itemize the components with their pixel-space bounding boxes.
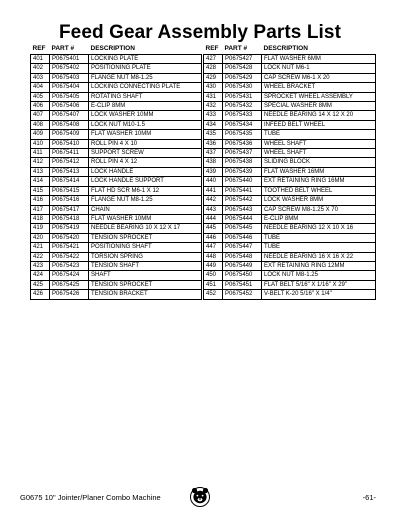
description-cell: NEEDLE BEARING 12 X 10 X 16 bbox=[262, 224, 376, 233]
part-number-cell: P0675406 bbox=[50, 102, 89, 111]
ref-cell: 433 bbox=[204, 111, 223, 120]
table-row bbox=[204, 280, 376, 289]
ref-cell: 403 bbox=[31, 73, 50, 82]
parts-table-right-body bbox=[204, 55, 376, 300]
part-number-cell: P0675412 bbox=[50, 158, 89, 167]
part-number-cell: P0675442 bbox=[223, 196, 262, 205]
ref-cell: 422 bbox=[31, 252, 50, 261]
table-row bbox=[31, 73, 202, 82]
table-row bbox=[204, 83, 376, 92]
description-cell: LOCK WASHER 8MM bbox=[262, 196, 376, 205]
ref-cell: 434 bbox=[204, 120, 223, 129]
description-cell: TENSION SPROCKET bbox=[89, 280, 202, 289]
description-cell: TOOTHED BELT WHEEL bbox=[262, 186, 376, 195]
description-cell: LOCK HANDLE SUPPORT bbox=[89, 177, 202, 186]
part-number-cell: P0675405 bbox=[50, 92, 89, 101]
table-row bbox=[204, 186, 376, 195]
bear-logo-icon bbox=[189, 485, 211, 507]
part-number-cell: P0675439 bbox=[223, 167, 262, 176]
description-cell: CAP SCREW M8-1.25 X 70 bbox=[262, 205, 376, 214]
description-cell: EXT RETAINING RING 12MM bbox=[262, 261, 376, 270]
description-cell: FLAT WASHER 6MM bbox=[262, 55, 376, 64]
table-row bbox=[31, 290, 202, 299]
part-number-cell: P0675420 bbox=[50, 233, 89, 242]
description-cell: CAP SCREW M6-1 X 20 bbox=[262, 73, 376, 82]
part-number-cell: P0675431 bbox=[223, 92, 262, 101]
description-cell: WHEEL SHAFT bbox=[262, 139, 376, 148]
table-row bbox=[204, 214, 376, 223]
table-row bbox=[31, 55, 202, 64]
table-row bbox=[31, 92, 202, 101]
parts-table-right bbox=[203, 44, 376, 300]
part-number-cell: P0675419 bbox=[50, 224, 89, 233]
footer-model-name: G0675 10" Jointer/Planer Combo Machine bbox=[20, 493, 161, 502]
description-cell: NEEDLE BEARING 16 X 16 X 22 bbox=[262, 252, 376, 261]
part-number-cell: P0675452 bbox=[223, 290, 262, 299]
table-row bbox=[204, 149, 376, 158]
table-row bbox=[31, 271, 202, 280]
table-row bbox=[31, 64, 202, 73]
description-cell: LOCK NUT M6-1 bbox=[262, 64, 376, 73]
header-ref: REF bbox=[32, 45, 46, 52]
table-row bbox=[31, 224, 202, 233]
table-row bbox=[204, 130, 376, 139]
table-header-row bbox=[204, 44, 376, 55]
ref-cell: 448 bbox=[204, 252, 223, 261]
table-row bbox=[31, 167, 202, 176]
table-row bbox=[204, 196, 376, 205]
header-part-number: PART # bbox=[224, 45, 248, 52]
table-row bbox=[204, 64, 376, 73]
table-header-row bbox=[31, 44, 202, 55]
parts-table-left bbox=[30, 44, 202, 300]
ref-cell: 452 bbox=[204, 290, 223, 299]
description-cell: E-CLIP 8MM bbox=[89, 102, 202, 111]
table-row bbox=[31, 261, 202, 270]
ref-cell: 407 bbox=[31, 111, 50, 120]
table-row bbox=[31, 139, 202, 148]
table-row bbox=[204, 243, 376, 252]
ref-cell: 425 bbox=[31, 280, 50, 289]
description-cell: NEEDLE BEARING 10 X 12 X 17 bbox=[89, 224, 202, 233]
ref-cell: 447 bbox=[204, 243, 223, 252]
table-row bbox=[204, 252, 376, 261]
part-number-cell: P0675432 bbox=[223, 102, 262, 111]
ref-cell: 423 bbox=[31, 261, 50, 270]
header-part-number: PART # bbox=[51, 45, 75, 52]
description-cell: FLAT WASHER 10MM bbox=[89, 214, 202, 223]
ref-cell: 449 bbox=[204, 261, 223, 270]
ref-cell: 431 bbox=[204, 92, 223, 101]
ref-cell: 435 bbox=[204, 130, 223, 139]
part-number-cell: P0675451 bbox=[223, 280, 262, 289]
part-number-cell: P0675408 bbox=[50, 120, 89, 129]
ref-cell: 427 bbox=[204, 55, 223, 64]
table-row bbox=[31, 186, 202, 195]
table-row bbox=[204, 271, 376, 280]
page-title: Feed Gear Assembly Parts List bbox=[58, 22, 342, 43]
description-cell: TORSION SPRING bbox=[89, 252, 202, 261]
ref-cell: 450 bbox=[204, 271, 223, 280]
ref-cell: 424 bbox=[31, 271, 50, 280]
ref-cell: 443 bbox=[204, 205, 223, 214]
description-cell: LOCKING CONNECTING PLATE bbox=[89, 83, 202, 92]
ref-cell: 444 bbox=[204, 214, 223, 223]
description-cell: LOCKING PLATE bbox=[89, 55, 202, 64]
part-number-cell: P0675417 bbox=[50, 205, 89, 214]
ref-cell: 412 bbox=[31, 158, 50, 167]
part-number-cell: P0675416 bbox=[50, 196, 89, 205]
ref-cell: 416 bbox=[31, 196, 50, 205]
table-row bbox=[204, 158, 376, 167]
part-number-cell: P0675401 bbox=[50, 55, 89, 64]
description-cell: FLANGE NUT M8-1.25 bbox=[89, 196, 202, 205]
table-row bbox=[31, 130, 202, 139]
description-cell: ROLL PIN 4 X 12 bbox=[89, 158, 202, 167]
description-cell: TUBE bbox=[262, 243, 376, 252]
description-cell: WHEEL BRACKET bbox=[262, 83, 376, 92]
description-cell: ROTATING SHAFT bbox=[89, 92, 202, 101]
ref-cell: 414 bbox=[31, 177, 50, 186]
ref-cell: 445 bbox=[204, 224, 223, 233]
part-number-cell: P0675421 bbox=[50, 243, 89, 252]
description-cell: LOCK WASHER 10MM bbox=[89, 111, 202, 120]
description-cell: EXT RETAINING RING 16MM bbox=[262, 177, 376, 186]
ref-cell: 437 bbox=[204, 149, 223, 158]
parts-table-left-body bbox=[31, 55, 202, 300]
ref-cell: 429 bbox=[204, 73, 223, 82]
ref-cell: 438 bbox=[204, 158, 223, 167]
part-number-cell: P0675446 bbox=[223, 233, 262, 242]
ref-cell: 402 bbox=[31, 64, 50, 73]
part-number-cell: P0675402 bbox=[50, 64, 89, 73]
description-cell: SPECIAL WASHER 8MM bbox=[262, 102, 376, 111]
header-description: DESCRIPTION bbox=[90, 45, 135, 52]
ref-cell: 418 bbox=[31, 214, 50, 223]
table-row bbox=[204, 92, 376, 101]
ref-cell: 421 bbox=[31, 243, 50, 252]
table-row bbox=[31, 149, 202, 158]
table-row bbox=[204, 233, 376, 242]
table-row bbox=[204, 111, 376, 120]
ref-cell: 419 bbox=[31, 224, 50, 233]
table-row bbox=[31, 158, 202, 167]
part-number-cell: P0675415 bbox=[50, 186, 89, 195]
ref-cell: 436 bbox=[204, 139, 223, 148]
description-cell: TENSION SPROCKET bbox=[89, 233, 202, 242]
part-number-cell: P0675443 bbox=[223, 205, 262, 214]
table-row bbox=[31, 214, 202, 223]
description-cell: SLIDING BLOCK bbox=[262, 158, 376, 167]
part-number-cell: P0675409 bbox=[50, 130, 89, 139]
description-cell: LOCK NUT M8-1.25 bbox=[262, 271, 376, 280]
description-cell: SPROCKET WHEEL ASSEMBLY bbox=[262, 92, 376, 101]
ref-cell: 428 bbox=[204, 64, 223, 73]
description-cell: POSITIONING SHAFT bbox=[89, 243, 202, 252]
ref-cell: 401 bbox=[31, 55, 50, 64]
table-row bbox=[204, 120, 376, 129]
part-number-cell: P0675404 bbox=[50, 83, 89, 92]
part-number-cell: P0675430 bbox=[223, 83, 262, 92]
ref-cell: 410 bbox=[31, 139, 50, 148]
part-number-cell: P0675428 bbox=[223, 64, 262, 73]
table-row bbox=[31, 177, 202, 186]
part-number-cell: P0675418 bbox=[50, 214, 89, 223]
description-cell: WHEEL SHAFT bbox=[262, 149, 376, 158]
table-row bbox=[204, 102, 376, 111]
table-row bbox=[31, 252, 202, 261]
part-number-cell: P0675437 bbox=[223, 149, 262, 158]
ref-cell: 441 bbox=[204, 186, 223, 195]
table-row bbox=[31, 83, 202, 92]
description-cell: LOCK NUT M10-1.5 bbox=[89, 120, 202, 129]
ref-cell: 432 bbox=[204, 102, 223, 111]
ref-cell: 420 bbox=[31, 233, 50, 242]
table-row bbox=[204, 290, 376, 299]
part-number-cell: P0675414 bbox=[50, 177, 89, 186]
description-cell: FLAT WASHER 10MM bbox=[89, 130, 202, 139]
description-cell: FLAT HD SCR M6-1 X 12 bbox=[89, 186, 202, 195]
description-cell: CHAIN bbox=[89, 205, 202, 214]
description-cell: FLAT BELT 5/16" X 1/16" X 29" bbox=[262, 280, 376, 289]
page-number: -61- bbox=[362, 493, 376, 502]
part-number-cell: P0675407 bbox=[50, 111, 89, 120]
part-number-cell: P0675422 bbox=[50, 252, 89, 261]
table-row bbox=[31, 243, 202, 252]
table-row bbox=[31, 102, 202, 111]
part-number-cell: P0675441 bbox=[223, 186, 262, 195]
description-cell: TUBE bbox=[262, 233, 376, 242]
part-number-cell: P0675403 bbox=[50, 73, 89, 82]
description-cell: V-BELT K-20 5/16" X 1/4" bbox=[262, 290, 376, 299]
description-cell: NEEDLE BEARING 14 X 12 X 20 bbox=[262, 111, 376, 120]
table-row bbox=[204, 177, 376, 186]
description-cell: TENSION SHAFT bbox=[89, 261, 202, 270]
part-number-cell: P0675429 bbox=[223, 73, 262, 82]
part-number-cell: P0675411 bbox=[50, 149, 89, 158]
part-number-cell: P0675425 bbox=[50, 280, 89, 289]
table-row bbox=[204, 205, 376, 214]
ref-cell: 406 bbox=[31, 102, 50, 111]
table-row bbox=[31, 196, 202, 205]
table-row bbox=[31, 205, 202, 214]
table-row bbox=[31, 120, 202, 129]
ref-cell: 411 bbox=[31, 149, 50, 158]
description-cell: TENSION BRACKET bbox=[89, 290, 202, 299]
header-ref: REF bbox=[205, 45, 219, 52]
ref-cell: 440 bbox=[204, 177, 223, 186]
part-number-cell: P0675423 bbox=[50, 261, 89, 270]
part-number-cell: P0675444 bbox=[223, 214, 262, 223]
ref-cell: 430 bbox=[204, 83, 223, 92]
ref-cell: 415 bbox=[31, 186, 50, 195]
table-row bbox=[204, 139, 376, 148]
description-cell: INFEED BELT WHEEL bbox=[262, 120, 376, 129]
table-row bbox=[204, 261, 376, 270]
part-number-cell: P0675436 bbox=[223, 139, 262, 148]
table-row bbox=[31, 111, 202, 120]
part-number-cell: P0675424 bbox=[50, 271, 89, 280]
ref-cell: 408 bbox=[31, 120, 50, 129]
part-number-cell: P0675435 bbox=[223, 130, 262, 139]
table-row bbox=[204, 55, 376, 64]
part-number-cell: P0675438 bbox=[223, 158, 262, 167]
part-number-cell: P0675448 bbox=[223, 252, 262, 261]
part-number-cell: P0675427 bbox=[223, 55, 262, 64]
ref-cell: 446 bbox=[204, 233, 223, 242]
part-number-cell: P0675426 bbox=[50, 290, 89, 299]
ref-cell: 439 bbox=[204, 167, 223, 176]
table-row bbox=[31, 233, 202, 242]
part-number-cell: P0675447 bbox=[223, 243, 262, 252]
ref-cell: 413 bbox=[31, 167, 50, 176]
part-number-cell: P0675450 bbox=[223, 271, 262, 280]
description-cell: FLAT WASHER 16MM bbox=[262, 167, 376, 176]
table-row bbox=[31, 280, 202, 289]
part-number-cell: P0675445 bbox=[223, 224, 262, 233]
part-number-cell: P0675449 bbox=[223, 261, 262, 270]
part-number-cell: P0675440 bbox=[223, 177, 262, 186]
table-row bbox=[204, 224, 376, 233]
part-number-cell: P0675433 bbox=[223, 111, 262, 120]
ref-cell: 442 bbox=[204, 196, 223, 205]
description-cell: TUBE bbox=[262, 130, 376, 139]
description-cell: E-CLIP 8MM bbox=[262, 214, 376, 223]
description-cell: SUPPORT SCREW bbox=[89, 149, 202, 158]
description-cell: ROLL PIN 4 X 10 bbox=[89, 139, 202, 148]
part-number-cell: P0675410 bbox=[50, 139, 89, 148]
ref-cell: 409 bbox=[31, 130, 50, 139]
table-row bbox=[204, 167, 376, 176]
table-row bbox=[204, 73, 376, 82]
ref-cell: 417 bbox=[31, 205, 50, 214]
header-description: DESCRIPTION bbox=[263, 45, 308, 52]
ref-cell: 405 bbox=[31, 92, 50, 101]
ref-cell: 451 bbox=[204, 280, 223, 289]
ref-cell: 426 bbox=[31, 290, 50, 299]
description-cell: SHAFT bbox=[89, 271, 202, 280]
description-cell: LOCK HANDLE bbox=[89, 167, 202, 176]
part-number-cell: P0675413 bbox=[50, 167, 89, 176]
part-number-cell: P0675434 bbox=[223, 120, 262, 129]
description-cell: FLANGE NUT M8-1.25 bbox=[89, 73, 202, 82]
description-cell: POSITIONING PLATE bbox=[89, 64, 202, 73]
ref-cell: 404 bbox=[31, 83, 50, 92]
